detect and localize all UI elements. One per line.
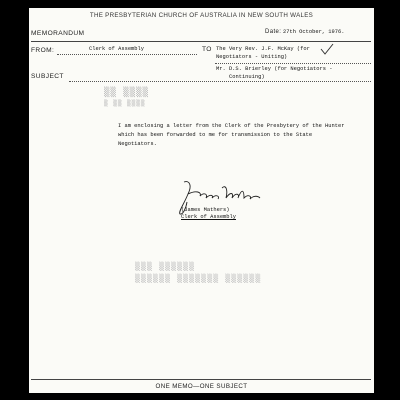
subject-line bbox=[69, 81, 371, 82]
subject-label: SUBJECT bbox=[31, 73, 64, 80]
organization-heading: THE PRESBYTERIAN CHURCH OF AUSTRALIA IN NEW SOUTH WALES bbox=[89, 12, 314, 19]
received-stamp: ▒▒ ▒▒▒▒ bbox=[104, 88, 149, 98]
from-label: FROM: bbox=[31, 47, 55, 54]
from-value: Clerk of Assembly bbox=[89, 46, 144, 52]
to-line-3: Mr. D.S. Brierley (for Negotiators - bbox=[216, 66, 333, 72]
date-label: Date: bbox=[265, 29, 282, 35]
from-line bbox=[57, 54, 197, 55]
body-line-1: I am enclosing a letter from the Clerk of the Presbytery of the Hunter bbox=[118, 123, 345, 129]
footer-text: ONE MEMO—ONE SUBJECT bbox=[155, 383, 248, 390]
body-line-3: Negotiators. bbox=[118, 141, 157, 147]
check-mark-icon bbox=[319, 42, 335, 56]
signatory-title: Clerk of Assembly bbox=[181, 214, 236, 220]
faint-stamp-line-2: ▒▒▒▒▒▒ ▒▒▒▒▒▒▒ ▒▒▒▒▒▒ bbox=[135, 274, 262, 283]
date-value: 27th October, 1976. bbox=[283, 29, 345, 35]
to-line bbox=[215, 63, 371, 64]
faint-stamp-line-1: ▒▒▒ ▒▒▒▒▒▒ bbox=[135, 262, 196, 271]
to-line-4: Continuing) bbox=[229, 74, 265, 80]
received-stamp-lower: ▒ ▒▒ ▒▒▒▒ bbox=[104, 100, 146, 107]
to-label: TO bbox=[202, 46, 212, 53]
body-line-2: which has been forwarded to me for transmission to the State bbox=[118, 132, 313, 138]
form-title: MEMORANDUM bbox=[31, 30, 85, 37]
signatory-name: (James Mathers) bbox=[181, 207, 230, 213]
memo-page bbox=[29, 8, 374, 393]
footer-rule bbox=[31, 379, 371, 380]
to-line-2: Negotiators - Uniting) bbox=[216, 54, 288, 60]
to-line-1: The Very Rev. J.F. McKay (for bbox=[216, 46, 310, 52]
